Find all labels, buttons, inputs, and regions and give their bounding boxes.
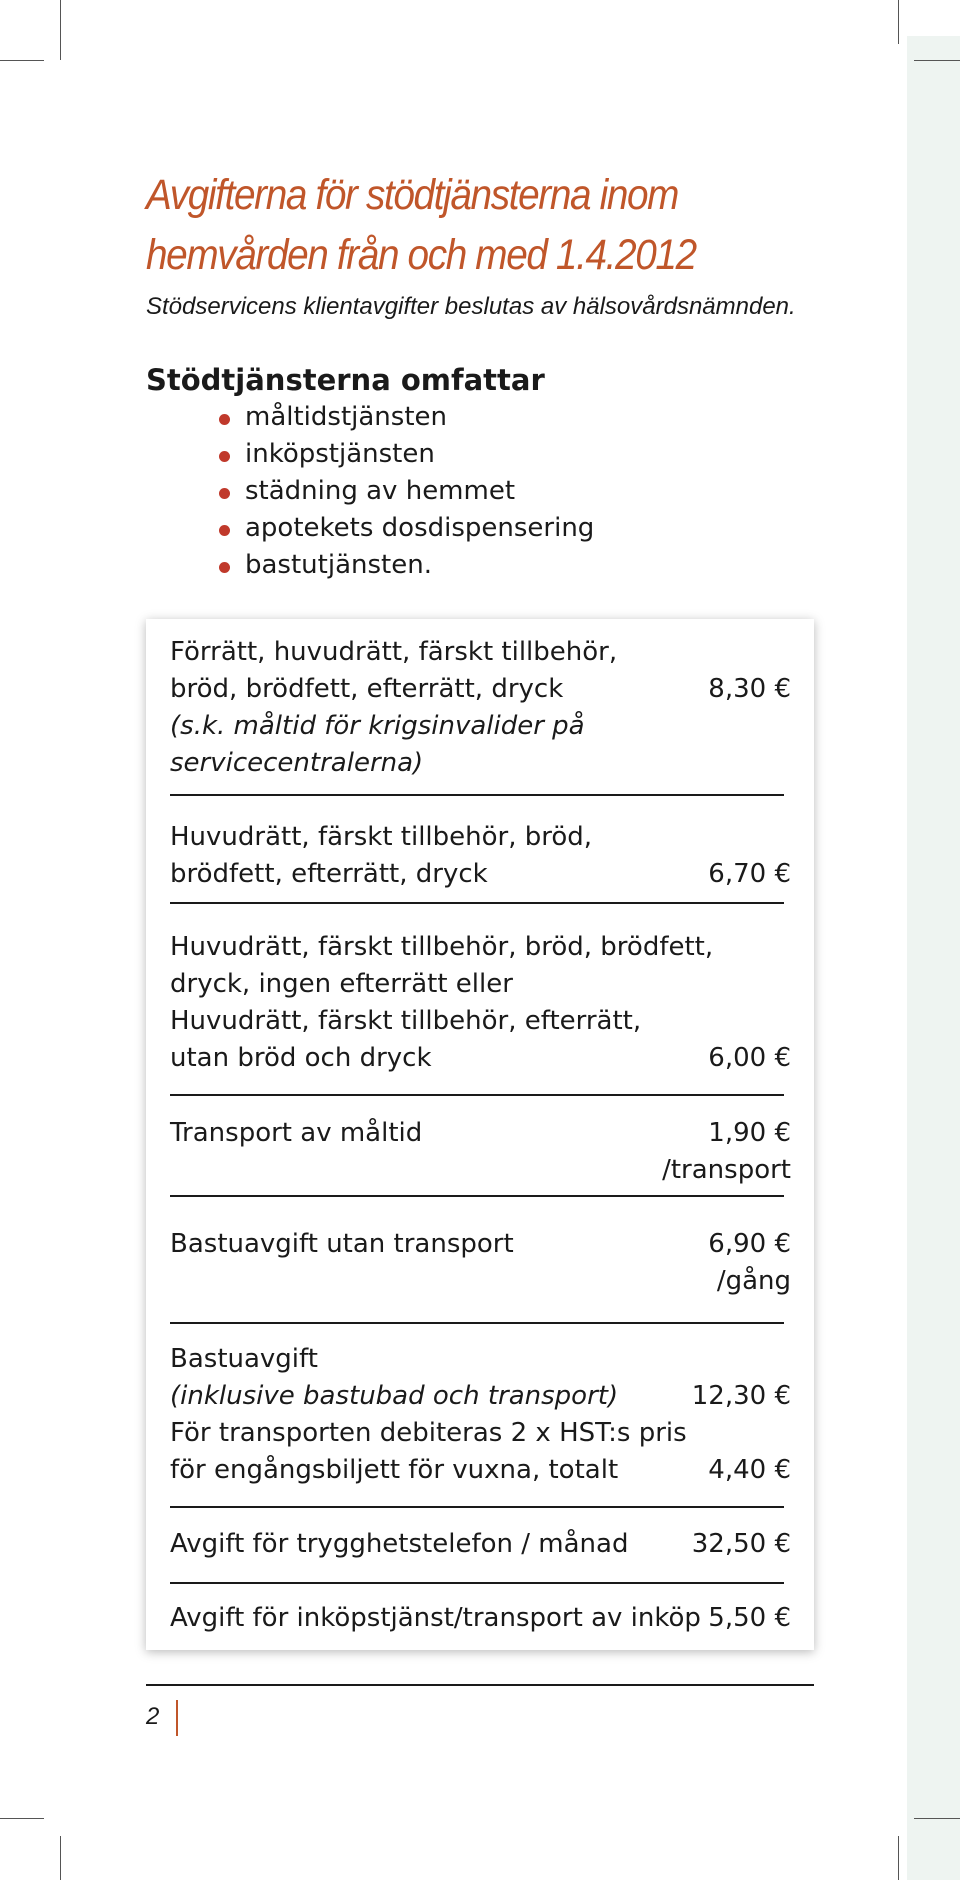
fee-description: För transporten debiteras 2 x HST:s pris: [170, 1418, 687, 1448]
fee-description: för engångsbiljett för vuxna, totalt: [170, 1455, 619, 1485]
fee-description: bröd, brödfett, efterrätt, dryck: [170, 674, 564, 704]
fee-description: Huvudrätt, färskt tillbehör, bröd,: [170, 822, 593, 852]
row-divider: [170, 1582, 784, 1584]
fee-description: brödfett, efterrätt, dryck: [170, 859, 488, 889]
crop-mark: [60, 1836, 61, 1880]
fee-unit: /gång: [716, 1266, 791, 1296]
list-item: [218, 473, 594, 510]
row-divider: [170, 794, 784, 796]
fee-row-meal-main: [170, 819, 791, 893]
fee-row-meal-full: [170, 634, 791, 782]
fee-price: 6,90 €: [708, 1229, 791, 1259]
bullet-icon: [219, 562, 230, 573]
service-label: bastutjänsten.: [245, 550, 432, 580]
fee-description: Transport av måltid: [170, 1118, 423, 1148]
row-divider: [170, 1322, 784, 1324]
fee-table: [146, 619, 814, 1650]
service-label: apotekets dosdispensering: [245, 513, 595, 543]
service-label: städning av hemmet: [245, 476, 516, 506]
services-heading: Stödtjänsterna omfattar: [146, 363, 545, 397]
fee-price: 32,50 €: [691, 1529, 791, 1559]
row-divider: [170, 902, 784, 904]
row-divider: [170, 1506, 784, 1508]
fee-unit: /transport: [662, 1155, 791, 1185]
fee-description: Huvudrätt, färskt tillbehör, efterrätt,: [170, 1006, 642, 1036]
bullet-icon: [219, 525, 230, 536]
fee-note: servicecentralerna): [170, 748, 424, 778]
fee-price: 1,90 €: [708, 1118, 791, 1148]
fee-note: (inklusive bastubad och transport): [170, 1381, 619, 1411]
list-item: [218, 436, 594, 473]
list-item: [218, 399, 594, 436]
fee-price: 5,50 €: [708, 1603, 791, 1633]
bullet-icon: [219, 414, 230, 425]
fee-price: 8,30 €: [708, 674, 791, 704]
service-label: måltidstjänsten: [245, 402, 447, 432]
fee-description: Bastuavgift: [170, 1344, 318, 1374]
crop-mark: [60, 0, 61, 60]
list-item: [218, 510, 594, 547]
service-label: inköpstjänsten: [245, 439, 435, 469]
fee-description: Avgift för trygghetstelefon / månad: [170, 1529, 629, 1559]
fee-row-safety-phone: [170, 1526, 791, 1563]
page-number: 2: [146, 1703, 160, 1730]
fee-description: Bastuavgift utan transport: [170, 1229, 514, 1259]
bullet-icon: [219, 488, 230, 499]
bullet-icon: [219, 451, 230, 462]
row-divider: [170, 1195, 784, 1197]
page-edge-strip: [907, 36, 960, 1880]
crop-mark: [898, 0, 899, 44]
fee-description: Avgift för inköpstjänst/transport av inköp: [170, 1603, 701, 1633]
page-subtitle: Stödservicens klientavgifter beslutas av hälsovårdsnämnden.: [146, 293, 796, 320]
crop-mark: [914, 1818, 960, 1819]
fee-description: Huvudrätt, färskt tillbehör, bröd, brödfett,: [170, 932, 714, 962]
list-item: [218, 547, 594, 584]
crop-mark: [0, 1818, 44, 1819]
fee-price: 6,70 €: [708, 859, 791, 889]
page-title: [146, 165, 776, 285]
page-title-line-2: hemvården från och med 1.4.2012: [146, 231, 696, 279]
footer-divider: [146, 1684, 814, 1686]
page-title-line-1: Avgifterna för stödtjänsterna inom: [146, 171, 679, 219]
fee-note: (s.k. måltid för krigsinvalider på: [170, 711, 585, 741]
services-list: [218, 399, 594, 584]
fee-description: Förrätt, huvudrätt, färskt tillbehör,: [170, 637, 618, 667]
fee-row-shopping: [170, 1600, 791, 1637]
crop-mark: [0, 60, 44, 61]
fee-price: 6,00 €: [708, 1043, 791, 1073]
fee-description: dryck, ingen efterrätt eller: [170, 969, 513, 999]
fee-row-meal-transport: [170, 1115, 791, 1185]
page-number-bar: [176, 1700, 178, 1736]
fee-description: utan bröd och dryck: [170, 1043, 432, 1073]
crop-mark: [914, 60, 960, 61]
fee-row-meal-reduced: [170, 929, 791, 1077]
fee-row-sauna-no-transport: [170, 1226, 791, 1296]
fee-price: 4,40 €: [708, 1455, 791, 1485]
row-divider: [170, 1094, 784, 1096]
crop-mark: [898, 1836, 899, 1880]
fee-price: 12,30 €: [691, 1381, 791, 1411]
fee-row-sauna-with-transport: [170, 1341, 791, 1489]
